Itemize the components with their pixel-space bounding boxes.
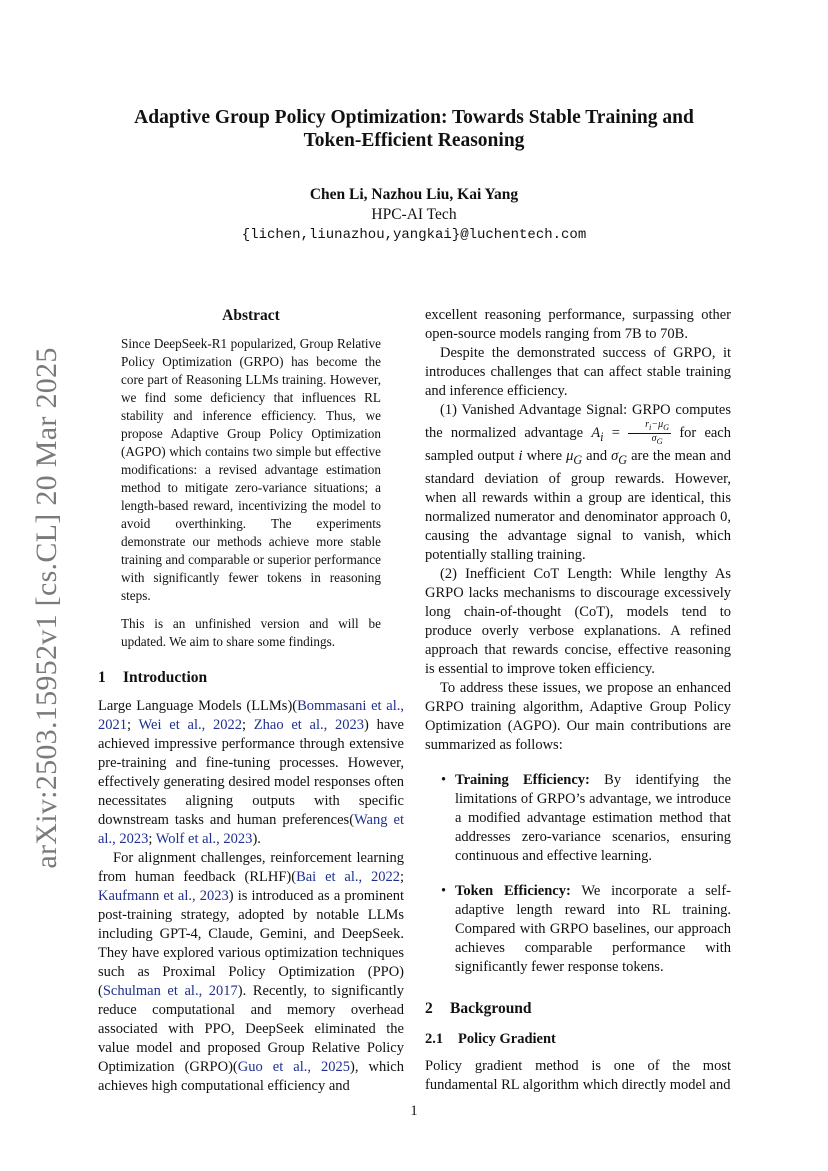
text-run: where: [522, 448, 567, 464]
math-subscript: G: [618, 452, 628, 467]
math-subscript: G: [656, 437, 663, 446]
left-column: [98, 306, 404, 1096]
citation-link[interactable]: Wang et al., 2023: [98, 812, 404, 847]
text-run: ;: [127, 717, 139, 733]
abstract-note: This is an unfinished version and will be updated. We aim to share some findings.: [121, 616, 381, 649]
title-line-2: Token-Efficient Reasoning: [303, 130, 525, 151]
math-advantage: [591, 424, 604, 444]
text-run: are the mean and standard deviation of group rewards. However, when all rewards within a group are identical, this normalized numerator and denominator approach 0, causing the advantage signal to vanish, which potentially stalling training.: [425, 448, 731, 563]
contribution-text: We incorporate a self-adaptive length reward into RL training. Compared with GRPO baselines, our approach achieves comparable performance with significantly fewer response tokens.: [455, 882, 731, 975]
background-paragraph-1: Policy gradient method is one of the most fundamental RL algorithm which directly model and: [425, 1057, 731, 1093]
text-run: ).: [252, 831, 261, 847]
citation-link[interactable]: Kaufmann et al., 2023: [98, 888, 229, 904]
intro-paragraph-4: [425, 401, 731, 565]
math-symbol: σ: [611, 448, 619, 464]
abstract-heading: Abstract: [222, 307, 280, 324]
text-run: ;: [399, 869, 404, 885]
citation-link[interactable]: Bommasani et al., 2021: [98, 698, 404, 733]
contribution-label: Training Efficiency:: [455, 771, 590, 788]
section-number: 2: [425, 999, 433, 1017]
affiliation: HPC-AI Tech: [371, 206, 457, 223]
citation-link[interactable]: Wei et al., 2022: [138, 717, 242, 733]
text-run: For alignment challenges, reinforcement learning from human feedback (RLHF)(: [98, 850, 404, 885]
math-subscript: G: [663, 423, 670, 432]
text-run: ;: [148, 831, 156, 847]
math-mu: [566, 448, 583, 467]
math-subscript: i: [649, 423, 652, 432]
text-run: ;: [241, 717, 254, 733]
text-run: (1) Vanished Advantage Signal: GRPO computes the normalized advantage: [425, 402, 731, 441]
contribution-label: Token Efficiency:: [455, 882, 571, 899]
intro-paragraph-2: [98, 849, 404, 1096]
math-symbol: μ: [566, 448, 574, 464]
author-list: Chen Li, Nazhou Liu, Kai Yang: [309, 186, 519, 203]
math-symbol: −μ: [651, 419, 664, 430]
list-item: [425, 882, 731, 977]
text-run: ) is introduced as a prominent post-training strategy, adopted by notable LLMs including GPT-4, Claude, Gemini, and DeepSeek. They have explored various optimization techniques such as Proximal Policy Optimization (PPO)(: [98, 888, 404, 999]
intro-paragraph-1: [98, 697, 404, 849]
text-run: ) have achieved impressive performance through extensive pre-training and fine-tuning processes. However, effectively generating desired model responses often necessitates aligning outputs with specific downstream tasks and human preferences(: [98, 717, 404, 828]
intro-paragraph-3: Despite the demonstrated success of GRPO, it introduces challenges that can affect stable training and inference efficiency.: [425, 345, 731, 399]
math-symbol: A: [591, 424, 601, 441]
math-symbol: i: [518, 448, 523, 464]
text-run: for each sampled output: [425, 424, 731, 464]
math-subscript: G: [573, 452, 583, 467]
contribution-list: [425, 771, 731, 977]
right-column: [425, 306, 731, 1095]
abstract-body: Since DeepSeek-R1 popularized, Group Relative Policy Optimization (GRPO) has become the core part of Reasoning LLMs training. However, we find some deficiency that influences RL stability and inference efficiency. Thus, we propose Adaptive Group Policy Optimization (AGPO) which contains two simple but effective modifications: a revised advantage estimation method to mitigate zero-variance situations; a length-based reward, incentivizing the model to avoid overthinking. The experiments demonstrate our methods achieve more stable training and comparable or superior performance with significantly fewer tokens in reasoning steps.: [121, 336, 381, 603]
citation-link[interactable]: Schulman et al., 2017: [102, 983, 238, 999]
text-run: ). Recently, to significantly reduce computational and memory overhead associated with PPO, DeepSeek eliminated the value model and proposed Group Relative Policy Optimization (GRPO)(: [98, 983, 405, 1075]
text-run: and: [582, 448, 612, 464]
math-fraction: [628, 420, 671, 447]
section-heading-background: [425, 999, 731, 1018]
math-operator: =: [603, 424, 629, 441]
subsection-title: Policy Gradient: [458, 1030, 556, 1047]
fraction-denominator: [628, 434, 671, 447]
fraction-numerator: [628, 420, 671, 434]
citation-link[interactable]: Wolf et al., 2023: [155, 831, 253, 847]
intro-paragraph-6: To address these issues, we propose an enhanced GRPO training algorithm, Adaptive Group Policy Optimization (AGPO). Our main contributions are summarized as follows:: [425, 679, 731, 753]
section-title: Introduction: [123, 669, 208, 686]
citation-link[interactable]: Bai et al., 2022: [296, 869, 400, 885]
text-run: ), which achieves high computational efficiency and: [98, 1059, 404, 1094]
contribution-text: By identifying the limitations of GRPO’s advantage, we introduce a modified advantage estimation method that addresses zero-variance scenarios, ensuring continuous and effective learning.: [455, 771, 732, 864]
math-symbol: σ: [651, 433, 657, 444]
section-title: Background: [450, 999, 532, 1017]
title-line-1: Adaptive Group Policy Optimization: Towards Stable Training and: [134, 107, 694, 128]
intro-paragraph-5: (2) Inefficient CoT Length: While lengthy As GRPO lacks mechanisms to discourage excessively long chain-of-thought (CoT), models tend to produce overly verbose explanations. A refined approach that rewards concise, effective reasoning is essential to improve token efficiency.: [425, 565, 731, 677]
math-symbol: r: [645, 419, 650, 430]
math-sigma: [611, 448, 628, 467]
text-run: Large Language Models (LLMs)(: [98, 698, 298, 714]
page-number: 1: [410, 1103, 418, 1119]
list-item: [425, 771, 731, 866]
citation-link[interactable]: Zhao et al., 2023: [253, 717, 365, 733]
subsection-number: 2.1: [425, 1030, 444, 1047]
section-number: 1: [98, 669, 106, 686]
math-subscript: i: [600, 429, 604, 444]
author-emails: {lichen,liunazhou,yangkai}@luchentech.com: [241, 227, 587, 243]
subsection-heading-policy-gradient: [425, 1030, 731, 1049]
paper-title: [100, 106, 728, 152]
intro-paragraph-2-continued: excellent reasoning performance, surpassing other open-source models ranging from 7B to 70B.: [425, 307, 731, 342]
arxiv-identifier-text: arXiv:2503.15952v1 [cs.CL] 20 Mar 2025: [30, 347, 63, 869]
citation-link[interactable]: Guo et al., 2025: [237, 1059, 351, 1075]
section-heading-introduction: [98, 668, 404, 687]
